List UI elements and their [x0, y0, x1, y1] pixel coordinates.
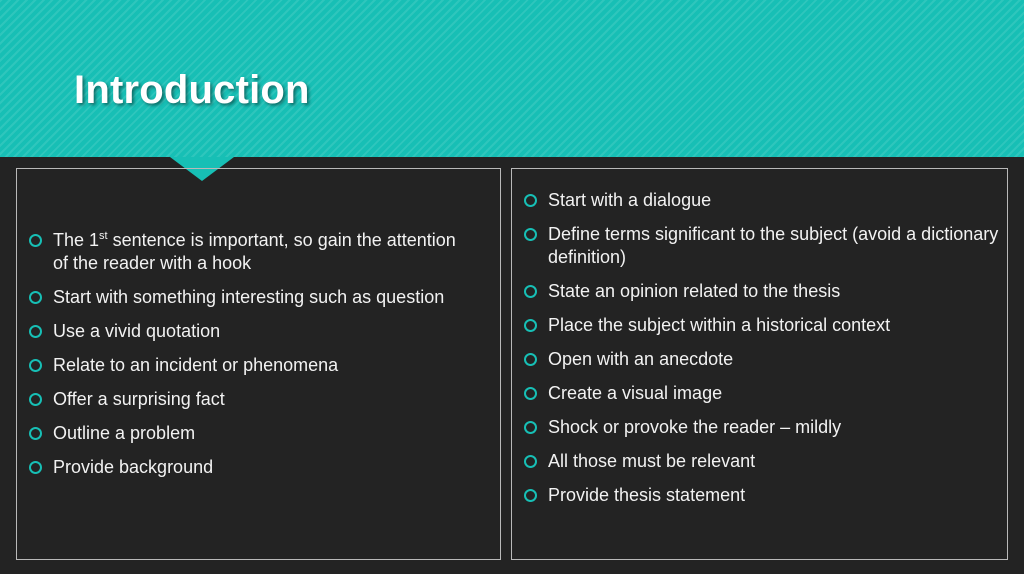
hollow-circle-icon — [29, 427, 42, 440]
right-bullet-list — [524, 189, 1000, 518]
hollow-circle-icon — [524, 421, 537, 434]
list-item — [524, 450, 1000, 473]
slide-title: Introduction — [74, 68, 310, 112]
list-item — [524, 382, 1000, 405]
list-item — [524, 189, 1000, 212]
hollow-circle-icon — [524, 194, 537, 207]
list-item — [29, 388, 469, 411]
hollow-circle-icon — [524, 228, 537, 241]
list-item-text: Relate to an incident or phenomena — [53, 355, 339, 375]
list-item — [29, 354, 469, 377]
hollow-circle-icon — [29, 234, 42, 247]
list-item — [524, 223, 1000, 269]
hollow-circle-icon — [29, 291, 42, 304]
list-item-text: Provide background — [53, 457, 214, 477]
list-item-text: Shock or provoke the reader – mildly — [548, 417, 842, 437]
list-item — [29, 286, 469, 309]
list-item — [29, 422, 469, 445]
list-item — [524, 484, 1000, 507]
list-item-text: All those must be relevant — [548, 451, 756, 471]
list-item-text-post: sentence is important, so gain the attention of the reader with a hook — [53, 230, 456, 273]
list-item-text-pre: The 1 — [53, 230, 100, 250]
list-item — [29, 320, 469, 343]
title-banner — [0, 0, 1024, 157]
hollow-circle-icon — [29, 325, 42, 338]
hollow-circle-icon — [524, 353, 537, 366]
list-item — [29, 229, 469, 275]
hollow-circle-icon — [29, 359, 42, 372]
ordinal-superscript: st — [99, 230, 108, 242]
list-item — [524, 348, 1000, 371]
left-bullet-list — [29, 229, 469, 490]
hollow-circle-icon — [29, 461, 42, 474]
list-item — [524, 314, 1000, 337]
list-item-text: State an opinion related to the thesis — [548, 281, 841, 301]
list-item-text: Use a vivid quotation — [53, 321, 221, 341]
hollow-circle-icon — [524, 489, 537, 502]
list-item — [524, 280, 1000, 303]
list-item-text: Start with a dialogue — [548, 190, 712, 210]
hollow-circle-icon — [524, 455, 537, 468]
hollow-circle-icon — [524, 285, 537, 298]
list-item-text: Offer a surprising fact — [53, 389, 225, 409]
left-content-panel — [16, 168, 501, 560]
list-item-text: Start with something interesting such as question — [53, 287, 445, 307]
hollow-circle-icon — [29, 393, 42, 406]
list-item-text: Outline a problem — [53, 423, 196, 443]
list-item-text: Provide thesis statement — [548, 485, 746, 505]
list-item-text: Create a visual image — [548, 383, 723, 403]
hollow-circle-icon — [524, 319, 537, 332]
list-item — [29, 456, 469, 479]
right-content-panel — [511, 168, 1008, 560]
list-item-text: Open with an anecdote — [548, 349, 734, 369]
hollow-circle-icon — [524, 387, 537, 400]
list-item-text: Place the subject within a historical context — [548, 315, 891, 335]
list-item — [524, 416, 1000, 439]
list-item-text: Define terms significant to the subject (avoid a dictionary definition) — [548, 224, 999, 267]
